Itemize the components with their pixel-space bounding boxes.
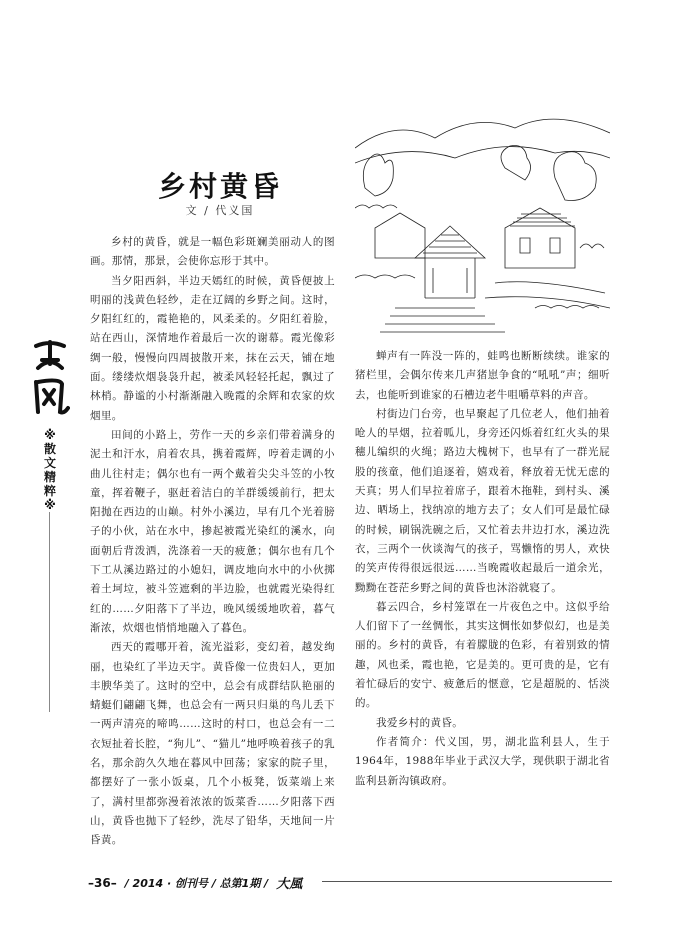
left-column	[90, 233, 335, 851]
paragraph: 我爱乡村的黄昏。	[376, 716, 464, 729]
page-number: –36–	[88, 875, 117, 890]
footer-divider	[322, 881, 612, 882]
paragraph: 西天的霞哪开着，流光溢彩，变幻着，越发绚丽，也染红了半边天宇。黄昏像一位贵妇人，更加丰腴华美了。这时的空中，总会有成群结队艳丽的蜻蜓们翩翩飞舞，也总会有一两只归巢的鸟儿丢下一两声清亮的啼鸣……这时的村口，也总会有一二衣短扯着长腔，“狗儿”、“猫儿”地呼唤着孩子的乳名，那余韵久久地在暮风中回荡；家家的院子里，都摆好了一张小饭桌，几个小板凳，饭菜端上来了，满村里都弥漫着浓浓的饭菜香……夕阳落下西山，黄昏也抛下了轻纱，洗尽了铅华，天地间一片昏黄。	[90, 641, 335, 847]
article-byline: 文 / 代义国	[185, 204, 255, 217]
paragraph: 村街边门台旁，也早聚起了几位老人，他们抽着呛人的旱烟，拉着呱儿，身旁还闪烁着红红火头的果穗儿编织的火绳；路边大槐树下，也早有了一群光屁股的孩童，他们追逐着，嬉戏着，释放着无忧无虑的天真；男人们早拉着席子，跟着木拖鞋，到村头、溪边、晒场上，找纳凉的地方去了；女人们可是最忙碌的时候，刷锅洗碗之后，又忙着去井边打水，溪边洗衣，三两个一伙谈淘气的孩子，骂懒惰的男人，欢快的笑声传得很远很远……当晚霞收起最后一道余光，黝黝在苍茫乡野之间的黄昏也沐浴就寝了。	[355, 407, 610, 594]
column-label: ※散文精粹※	[43, 428, 56, 512]
footer-logo: 大風	[276, 877, 303, 892]
author-bio: 作者简介：代义国，男，湖北监利县人，生于1964年，1988年毕业于武汉大学，现供职于湖北省监利县新沟镇政府。	[355, 735, 610, 787]
paragraph: 田间的小路上，劳作一天的乡亲们带着满身的泥土和汗水，肩着农具，携着霞辉，哼着走调的小曲儿往村走；偶尔也有一两个戴着尖尖斗笠的小牧童，挥着鞭子，驱赶着洁白的羊群缓缓前行，把太阳抛在西边的山巅。村外小溪边，早有几个光着膀子的小伙，站在水中，掺起被霞光染红的溪水，向面朝后背泼洒，洗涤着一天的疲惫；偶尔也有几个下工从溪边路过的小媳妇，调皮地向水中的小伙掷着土坷垃，被斗笠遮剩的半边脸，也就霞光染得红红的……夕阳落下了半边，晚风缓缓地吹着，暮气渐浓，炊烟也悄悄地融入了暮色。	[90, 428, 335, 634]
issue-info: / 2014 · 创刊号 / 总第1期 /	[124, 876, 269, 890]
paragraph: 暮云四合，乡村笼罩在一片夜色之中。这似乎给人们留下了一丝惆怅，其实这惆怅如梦似幻，也是美丽的。乡村的黄昏，有着朦胧的色彩，有着别致的情趣，风也柔，霞也艳，它是美的。更可贵的是，它有着忙碌后的安宁、疲惫后的惬意，它是超脱的、恬淡的。	[355, 600, 610, 710]
article-title: 乡村黄昏	[157, 170, 282, 203]
right-column	[355, 347, 610, 791]
page-footer	[88, 873, 302, 892]
sidebar-divider	[49, 512, 50, 712]
paragraph: 蝉声有一阵没一阵的，蛙鸣也断断续续。谁家的猪栏里，会偶尔传来几声猪崽争食的“吼吼”声；细听去，也能听到谁家的石槽边老牛咀嚼草料的声音。	[355, 350, 610, 401]
magazine-logo	[30, 338, 70, 418]
paragraph: 当夕阳西斜，半边天嫣红的时候，黄昏便披上明丽的浅黄色轻纱，走在辽阔的乡野之间。这时，夕阳红红的，霞艳艳的，风柔柔的。夕阳红着脸，站在西山，深情地作着最后一次的谢幕。霞光像彩绸一般，慢慢向四周披散开来，抹在云天，铺在地面。缕缕炊烟袅袅升起，被柔风轻轻托起，飘过了林梢。静谧的小村渐渐融入晚霞的余辉和农家的炊烟里。	[90, 274, 335, 422]
village-sketch-illustration	[355, 108, 610, 340]
paragraph: 乡村的黄昏，就是一幅色彩斑斓美丽动人的图画。那情，那景，会使你忘形于其中。	[90, 236, 335, 268]
